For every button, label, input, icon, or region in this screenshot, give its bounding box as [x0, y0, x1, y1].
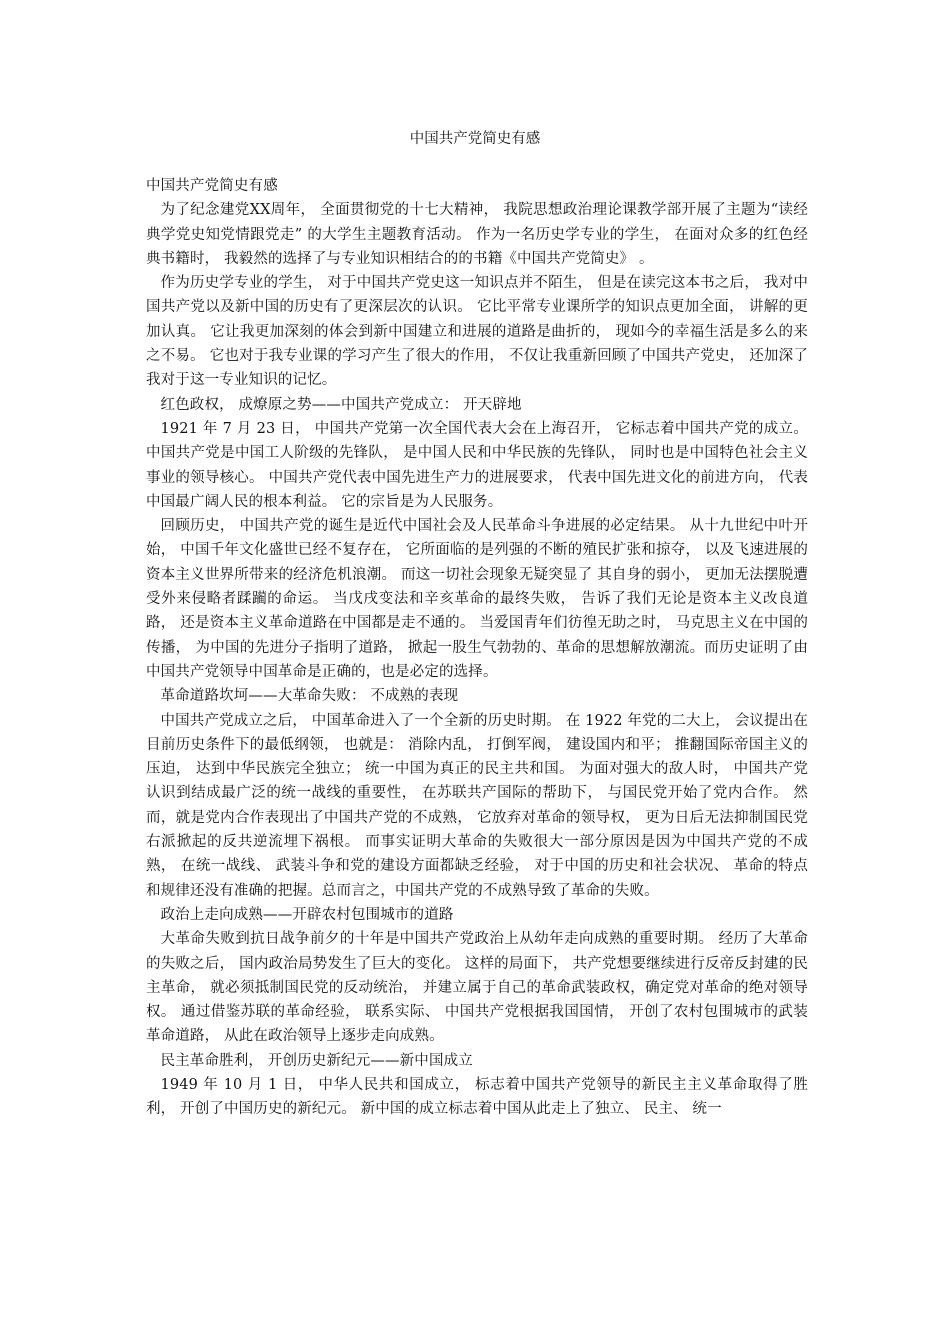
section-heading: 民主革命胜利， 开创历史新纪元——新中国成立 — [160, 1052, 473, 1069]
section-heading: 红色政权， 成燎原之势——中国共产党成立： 开天辟地 — [160, 396, 522, 413]
paragraph: 为了纪念建党XX周年， 全面贯彻党的十七大精神， 我院思想政治理论课教学部开展了主题为“读经典学党史知党情跟党走” 的大学生主题教育活动。 作为一名历史学专业的学生， 在面对众多的红色经典书籍时， 我毅然的选择了与专业知识相结合的的书籍《中国共产党简史》 。 — [146, 202, 808, 267]
section-heading: 政治上走向成熟——开辟农村包围城市的道路 — [160, 906, 454, 923]
body-subtitle: 中国共产党简史有感 — [146, 178, 278, 194]
paragraph: 中国共产党成立之后， 中国革命进入了一个全新的历史时期。 在 1922 年党的二大上， 会议提出在目前历史条件下的最低纲领， 也就是： 消除内乱， 打倒军阀， 建设国内和平； 推翻国际帝国主义的压迫， 达到中华民族完全独立； 统一中国为真正的民主共和国。 为面对强大的敌人时， 中国共产党认识到结成最广泛的统一战线的重要性， 在苏联共产国际的帮助下， 与国民党开始了党内合作。 然而，就是党内合作表现出了中国共产党的不成熟， 它放弃对革命的领导权， 更为日后无法抑制国民党右派掀起的反共逆流埋下祸根。 而事实证明大革命的失败很大一部分原因是因为中国共产党的不成熟， 在统一战线、 武装斗争和党的建设方面都缺乏经验， 对于中国的历史和社会状况、 革命的特点和规律还没有准确的把握。总而言之，中国共产党的不成熟导致了革命的失败。 — [146, 712, 808, 899]
paragraph: 1921 年 7 月 23 日， 中国共产党第一次全国代表大会在上海召开， 它标志着中国共产党的成立。 中国共产党是中国工人阶级的先锋队， 是中国人民和中华民族的先锋队， 同时也是中国特色社会主义事业的领导核心。 中国共产党代表中国先进生产力的进展要求， 代表中国先进文化的前进方向， 代表中国最广阔人民的根本利益。 它的宗旨是为人民服务。 — [146, 420, 808, 510]
document-body — [146, 174, 808, 1122]
section-heading: 革命道路坎坷——大革命失败： 不成熟的表现 — [160, 688, 459, 705]
paragraph: 大革命失败到抗日战争前夕的十年是中国共产党政治上从幼年走向成熟的重要时期。 经历了大革命的失败之后， 国内政治局势发生了巨大的变化。 这样的局面下， 共产党想要继续进行反帝反封建的民主革命， 就必须抵制国民党的反动统治， 并建立属于自己的革命武装政权，确定党对革命的绝对领导权。 通过借鉴苏联的革命经验， 联系实际、 中国共产党根据我国国情， 开创了农村包围城市的武装革命道路， 从此在政治领导上逐步走向成熟。 — [146, 931, 808, 1045]
document-title: 中国共产党简史有感 — [409, 131, 541, 147]
paragraph: 回顾历史， 中国共产党的诞生是近代中国社会及人民革命斗争进展的必定结果。 从十九世纪中叶开始， 中国千年文化盛世已经不复存在， 它所面临的是列强的不断的殖民扩张和掠夺， 以及飞速进展的资本主义世界所带来的经济危机浪潮。 而这一切社会现象无疑突显了 其自身的弱小， 更加无法摆脱遭受外来侵略者蹂躏的命运。 当戊戌变法和辛亥革命的最终失败， 告诉了我们无论是资本主义改良道路， 还是资本主义革命道路在中国都是走不通的。 当爱国青年们彷徨无助之时， 马克思主义在中国的传播， 为中国的先进分子指明了道路， 掀起一股生气勃勃的、革命的思想解放潮流。而历史证明了由中国共产党领导中国革命是正确的，也是必定的选择。 — [146, 518, 808, 680]
paragraph: 1949 年 10 月 1 日， 中华人民共和国成立， 标志着中国共产党领导的新民主主义革命取得了胜利， 开创了中国历史的新纪元。 新中国的成立标志着中国从此走上了独立、 民主、 统一 — [146, 1076, 808, 1118]
paragraph: 作为历史学专业的学生， 对于中国共产党史这一知识点并不陌生， 但是在读完这本书之后， 我对中国共产党以及新中国的历史有了更深层次的认识。 它比平常专业课所学的知识点更加全面， 讲解的更加认真。 它让我更加深刻的体会到新中国建立和进展的道路是曲折的， 现如今的幸福生活是多么的来之不易。 它也对于我专业课的学习产生了很大的作用， 不仅让我重新回顾了中国共产党史， 还加深了我对于这一专业知识的记忆。 — [146, 275, 808, 389]
